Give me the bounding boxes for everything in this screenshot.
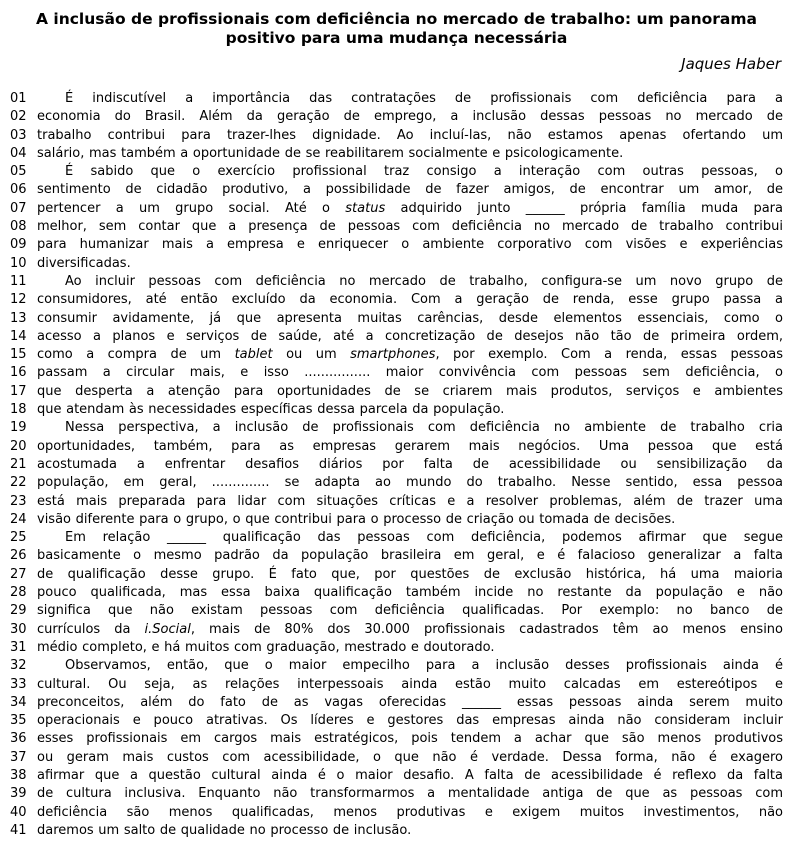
line-number: 06 — [10, 182, 27, 198]
text-line — [10, 767, 783, 785]
line-text: Em relação ______ qualificação das pessoas com deficiência, podemos afirmar que segue — [65, 530, 783, 546]
line-number: 16 — [10, 365, 27, 381]
text-line — [10, 804, 783, 822]
text-line — [10, 200, 783, 218]
line-text: cultural. Ou seja, as relações interpessoais ainda estão muito calcadas em estereótipos e — [37, 676, 783, 692]
text-line — [10, 364, 783, 382]
text-line — [10, 163, 783, 181]
line-text: preconceitos, além do fato de as vagas oferecidas ______ essas pessoas ainda serem muito — [37, 694, 783, 710]
line-text: acesso a planos e serviços de saúde, até a concretização de desejos não tão de primeira ordem, — [37, 328, 783, 344]
text-line — [10, 712, 783, 730]
line-number: 28 — [10, 585, 27, 601]
line-text: oportunidades, também, para as empresas gerarem mais negócios. Uma pessoa que está — [37, 438, 783, 454]
line-text: currículos da i.Social, mais de 80% dos 30.000 profissionais cadastrados têm ao menos ensino — [37, 621, 784, 637]
line-text: que atendam às necessidades específicas dessa parcela da população. — [37, 402, 505, 418]
text-line — [10, 383, 783, 401]
text-line — [10, 419, 783, 437]
line-text: diversificadas. — [37, 255, 131, 271]
text-line — [10, 547, 783, 565]
text-line — [10, 438, 783, 456]
line-number: 08 — [10, 219, 27, 235]
text-line — [10, 401, 783, 419]
line-text: pouco qualificada, mas essa baixa qualificação também incide no restante da população e não — [37, 585, 783, 601]
author-byline: Jaques Haber — [681, 55, 781, 73]
line-text: como a compra de um tablet ou um smartphones, por exemplo. Com a renda, essas pessoas — [37, 347, 783, 363]
line-number: 30 — [10, 621, 27, 637]
line-number: 22 — [10, 475, 27, 491]
text-line — [10, 291, 783, 309]
line-number: 01 — [10, 91, 27, 106]
line-number: 20 — [10, 438, 27, 454]
line-number: 10 — [10, 255, 27, 271]
line-text: trabalho contribui para trazer-lhes dignidade. Ao incluí-las, não estamos apenas ofertando um — [37, 127, 783, 143]
line-text: economia do Brasil. Além da geração de emprego, a inclusão dessas pessoas no mercado de — [37, 109, 783, 125]
line-text: Nessa perspectiva, a inclusão de profissionais com deficiência no ambiente de trabalho cria — [65, 420, 783, 436]
line-text: médio completo, e há muitos com graduação, mestrado e doutorado. — [37, 639, 495, 655]
text-line — [10, 310, 783, 328]
line-text: daremos um salto de qualidade no processo de inclusão. — [37, 822, 412, 838]
line-text: deficiência são menos qualificadas, menos produtivas e exigem muitos investimentos, não — [37, 804, 783, 820]
line-number: 27 — [10, 566, 27, 582]
line-number: 18 — [10, 402, 27, 418]
line-text: para humanizar mais a empresa e enriquecer o ambiente corporativo com visões e experiências — [37, 237, 783, 253]
line-number: 13 — [10, 310, 27, 326]
line-text: operacionais e pouco atrativas. Os líderes e gestores das empresas ainda não consideram incluir — [37, 713, 783, 729]
text-line — [10, 785, 783, 803]
line-text: É indiscutível a importância das contratações de profissionais com deficiência para a — [65, 91, 783, 106]
line-number: 07 — [10, 200, 27, 216]
line-number: 09 — [10, 237, 27, 253]
line-text: população, em geral, .............. se adapta ao mundo do trabalho. Nesse sentido, essa pessoa — [37, 475, 783, 491]
text-line — [10, 346, 783, 364]
text-line — [10, 493, 783, 511]
text-line — [10, 145, 783, 163]
line-text: visão diferente para o grupo, o que contribui para o processo de criação ou tomada de decisões. — [37, 511, 676, 527]
line-text: Ao incluir pessoas com deficiência no mercado de trabalho, configura-se um novo grupo de — [65, 273, 783, 289]
line-number: 36 — [10, 731, 27, 747]
line-number: 41 — [10, 822, 27, 838]
text-line — [10, 822, 783, 840]
text-line — [10, 474, 783, 492]
line-text: de cultura inclusiva. Enquanto não transformarmos a mentalidade antiga de que as pessoas com — [37, 786, 783, 802]
text-line — [10, 511, 783, 529]
line-text: consumidores, até então excluído da economia. Com a geração de renda, esse grupo passa a — [37, 292, 783, 308]
text-line — [10, 657, 783, 675]
text-line — [10, 181, 783, 199]
text-line — [10, 255, 783, 273]
line-text: que desperta a atenção para oportunidades de se criarem mais produtos, serviços e ambientes — [37, 383, 783, 399]
line-text: consumir avidamente, já que apresenta muitas carências, desde elementos essenciais, como o — [37, 310, 783, 326]
line-text: passam a circular mais, e isso ................ maior convivência com pessoas sem deficiência, o — [37, 365, 783, 381]
line-text: está mais preparada para lidar com situações críticas e a resolver problemas, além de trazer uma — [37, 493, 783, 509]
line-number: 12 — [10, 292, 27, 308]
line-number: 26 — [10, 548, 27, 564]
line-number: 29 — [10, 603, 27, 619]
line-number: 33 — [10, 676, 27, 692]
line-text: salário, mas também a oportunidade de se reabilitarem socialmente e psicologicamente. — [37, 145, 624, 161]
text-body — [10, 90, 783, 840]
line-number: 02 — [10, 109, 27, 125]
line-number: 17 — [10, 383, 27, 399]
line-text: acostumada a enfrentar desafios diários por falta de acessibilidade ou sensibilização da — [37, 456, 783, 472]
text-line — [10, 90, 783, 108]
text-line — [10, 602, 783, 620]
line-text: sentimento de cidadão produtivo, a possibilidade de fazer amigos, de encontrar um amor, de — [37, 182, 783, 198]
line-number: 37 — [10, 749, 27, 765]
text-line — [10, 639, 783, 657]
line-number: 21 — [10, 456, 27, 472]
line-number: 23 — [10, 493, 27, 509]
line-text: ou geram mais custos com acessibilidade, o que não é verdade. Dessa forma, não é exagero — [37, 749, 783, 765]
text-line — [10, 749, 783, 767]
text-line — [10, 694, 783, 712]
line-text: de qualificação desse grupo. É fato que, por questões de exclusão histórica, há uma maioria — [37, 566, 783, 582]
document-header — [10, 10, 783, 73]
line-number: 03 — [10, 127, 27, 143]
line-text: melhor, sem contar que a presença de pessoas com deficiência no mercado de trabalho contribui — [37, 219, 783, 235]
line-number: 19 — [10, 420, 27, 436]
page-title — [10, 10, 783, 48]
text-line — [10, 566, 783, 584]
page-title-line-2: positivo para uma mudança necessária — [225, 29, 568, 47]
line-number: 32 — [10, 658, 27, 674]
line-text: esses profissionais em cargos mais estratégicos, pois tendem a achar que são menos produtivos — [37, 731, 783, 747]
text-line — [10, 328, 783, 346]
line-number: 38 — [10, 767, 27, 783]
text-line — [10, 273, 783, 291]
text-line — [10, 676, 783, 694]
text-line — [10, 236, 783, 254]
text-line — [10, 584, 783, 602]
line-number: 14 — [10, 328, 27, 344]
page-title-line-1: A inclusão de profissionais com deficiência no mercado de trabalho: um panorama — [36, 10, 757, 28]
line-text: pertencer a um grupo social. Até o status adquirido junto ______ própria família muda para — [37, 200, 783, 216]
text-line — [10, 108, 783, 126]
line-text: Observamos, então, que o maior empecilho para a inclusão desses profissionais ainda é — [65, 658, 783, 674]
line-text: significa que não existam pessoas com deficiência qualificadas. Por exemplo: no banco de — [37, 603, 783, 619]
line-number: 39 — [10, 786, 27, 802]
text-line — [10, 730, 783, 748]
line-number: 15 — [10, 347, 27, 363]
text-line — [10, 127, 783, 145]
line-number: 05 — [10, 164, 27, 180]
line-text: afirmar que a questão cultural ainda é o maior desafio. A falta de acessibilidade é reflexo da falta — [37, 767, 783, 783]
text-line — [10, 621, 783, 639]
line-number: 25 — [10, 530, 27, 546]
text-line — [10, 529, 783, 547]
line-number: 34 — [10, 694, 27, 710]
line-text: basicamente o mesmo padrão da população brasileira em geral, e é falacioso generalizar a falta — [37, 548, 783, 564]
line-number: 24 — [10, 511, 27, 527]
line-number: 35 — [10, 713, 27, 729]
line-text: É sabido que o exercício profissional traz consigo a interação com outras pessoas, o — [65, 164, 783, 180]
text-line — [10, 218, 783, 236]
line-number: 40 — [10, 804, 27, 820]
line-number: 31 — [10, 639, 27, 655]
text-line — [10, 456, 783, 474]
line-number: 11 — [10, 273, 27, 289]
line-number: 04 — [10, 145, 27, 161]
